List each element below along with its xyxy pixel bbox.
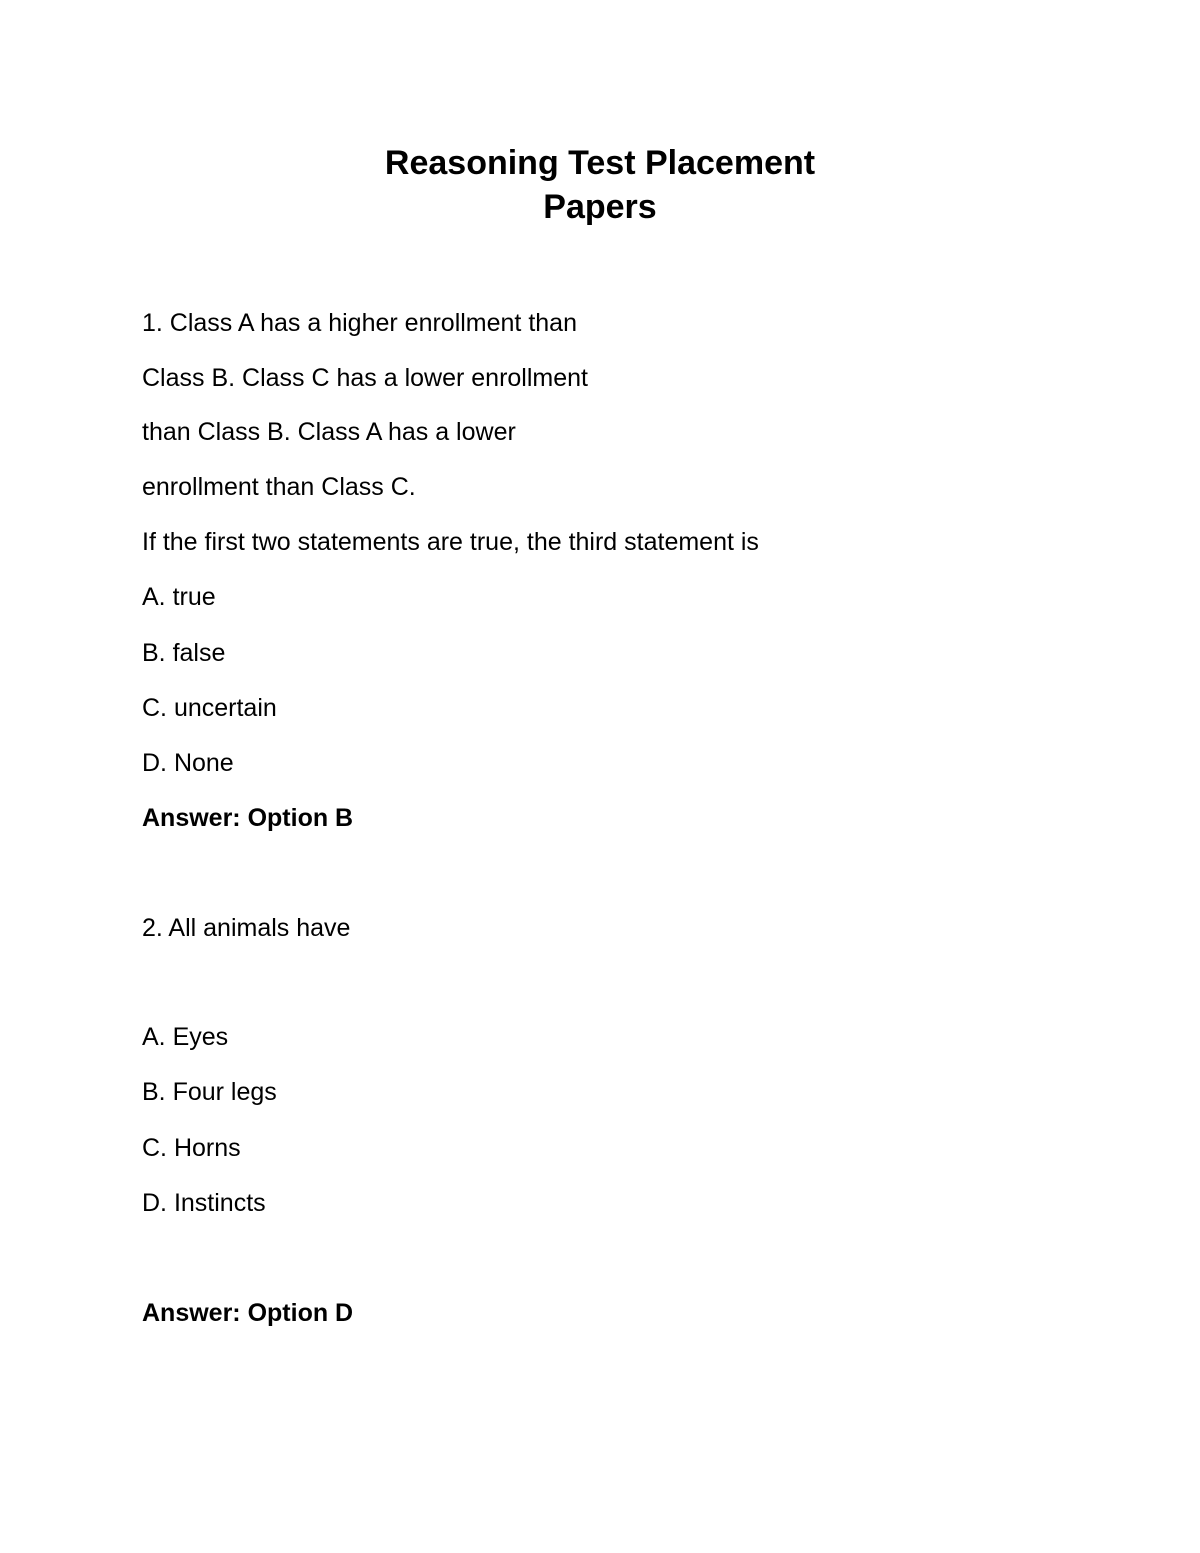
question-2-option-b: B. Four legs [142,1078,277,1106]
question-1-option-a: A. true [142,583,216,611]
question-2-answer: Answer: Option D [142,1299,354,1327]
question-1-text-line-3: than Class B. Class A has a lower [142,418,516,446]
question-1-text-line-2: Class B. Class C has a lower enrollment [142,364,588,392]
document-title-line-2: Papers [543,188,657,226]
question-2-text-line-1: 2. All animals have [142,914,351,942]
question-2-option-a: A. Eyes [142,1023,229,1051]
question-1-text-line-1: 1. Class A has a higher enrollment than [142,309,577,337]
question-1-option-d: D. None [142,749,234,777]
question-1-text-line-5: If the first two statements are true, the third statement is [142,528,759,556]
question-1-option-b: B. false [142,639,226,667]
question-2-option-d: D. Instincts [142,1189,266,1217]
question-2-option-c: C. Horns [142,1134,241,1162]
question-1-text-line-4: enrollment than Class C. [142,473,416,501]
document-title-line-1: Reasoning Test Placement [384,144,816,182]
question-1-option-c: C. uncertain [142,694,277,722]
question-1-answer: Answer: Option B [142,804,354,832]
